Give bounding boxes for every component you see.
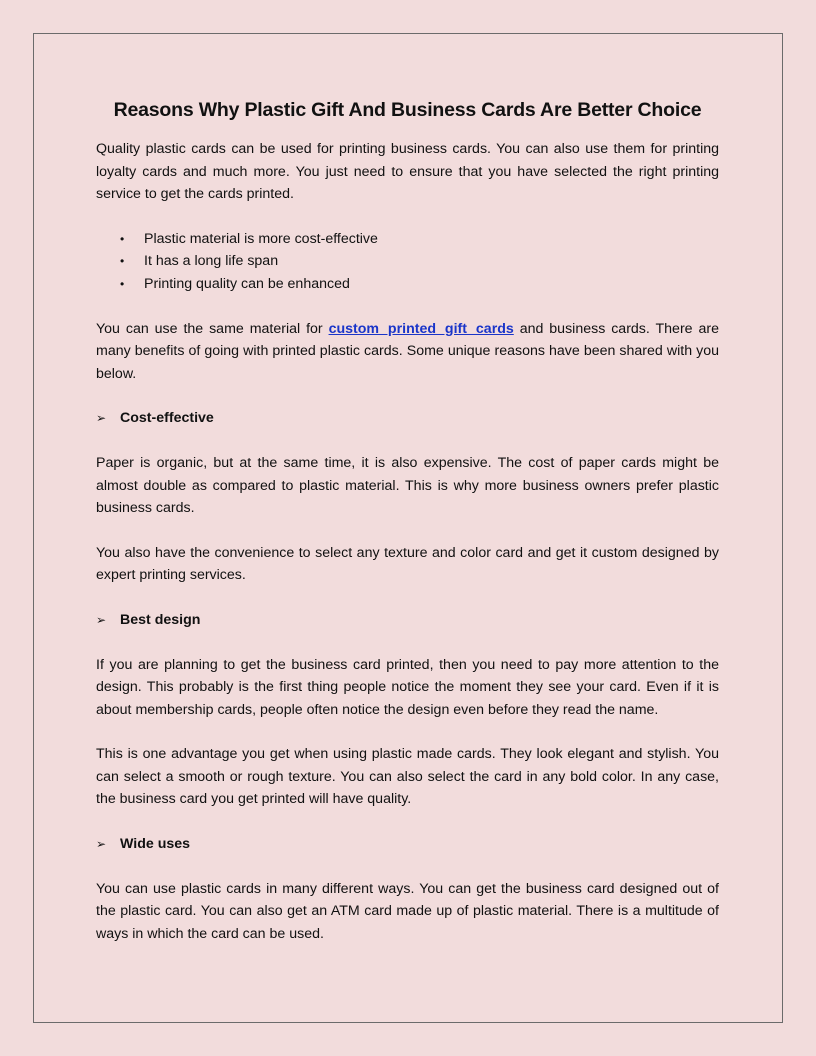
spacer [96, 632, 719, 654]
section-heading-text: Best design [120, 611, 201, 628]
list-item [96, 228, 719, 251]
spacer [96, 206, 719, 228]
paragraph-text-before-link: You can use the same material for [96, 320, 329, 337]
section-heading-text: Cost-effective [120, 410, 214, 427]
spacer [96, 721, 719, 743]
section-heading-wide-uses [96, 833, 719, 856]
spacer [96, 385, 719, 407]
paragraph-text-after-link: and business cards. There are many benefits of going with printed plastic cards. Some unique reasons have been shared with you below. [96, 320, 719, 382]
section-heading-cost-effective [96, 407, 719, 430]
spacer [96, 811, 719, 833]
custom-printed-gift-cards-link[interactable]: custom printed gift cards [328, 320, 514, 337]
arrow-bullet-icon: ➢ [96, 411, 107, 426]
spacer [96, 520, 719, 542]
list-item-text: Printing quality can be enhanced [144, 275, 350, 292]
list-item-text: Plastic material is more cost-effective [144, 230, 378, 247]
section-paragraph: You also have the convenience to select any texture and color card and get it custom designed by expert printing services. [96, 544, 719, 584]
intro-paragraph: Quality plastic cards can be used for printing business cards. You can also use them for printing loyalty cards and much more. You just need to ensure that you have selected the right printing service to get the cards printed. [96, 141, 719, 203]
spacer [96, 296, 719, 318]
list-item [96, 250, 719, 273]
benefits-list [96, 228, 719, 296]
section-heading-text: Wide uses [120, 836, 191, 853]
spacer [96, 587, 719, 609]
spacer [96, 430, 719, 452]
bullet-icon: • [120, 276, 125, 291]
materials-paragraph [96, 318, 719, 386]
bullet-icon: • [120, 254, 125, 269]
document-title: Reasons Why Plastic Gift And Business Cards Are Better Choice [113, 99, 702, 121]
arrow-bullet-icon: ➢ [96, 837, 107, 852]
section-paragraph: This is one advantage you get when using plastic made cards. They look elegant and stylish. You can select a smooth or rough texture. You can also select the card in any bold color. In any case, the business card you get printed will have quality. [96, 746, 719, 808]
spacer [96, 856, 719, 878]
arrow-bullet-icon: ➢ [96, 612, 107, 627]
section-paragraph: If you are planning to get the business card printed, then you need to pay more attention to the design. This probably is the first thing people notice the moment they see your card. Even if it is about membership cards, people often notice the design even before they read the name. [96, 656, 719, 718]
document-content [96, 96, 719, 945]
section-heading-best-design [96, 609, 719, 632]
list-item-text: It has a long life span [144, 253, 279, 270]
section-paragraph: Paper is organic, but at the same time, it is also expensive. The cost of paper cards might be almost double as compared to plastic material. This is why more business owners prefer plastic business cards. [96, 454, 719, 517]
bullet-icon: • [120, 231, 125, 246]
list-item [96, 273, 719, 296]
section-paragraph: You can use plastic cards in many different ways. You can get the business card designed out of the plastic card. You can also get an ATM card made up of plastic material. There is a multitude of ways in which the card can be used. [96, 880, 719, 942]
